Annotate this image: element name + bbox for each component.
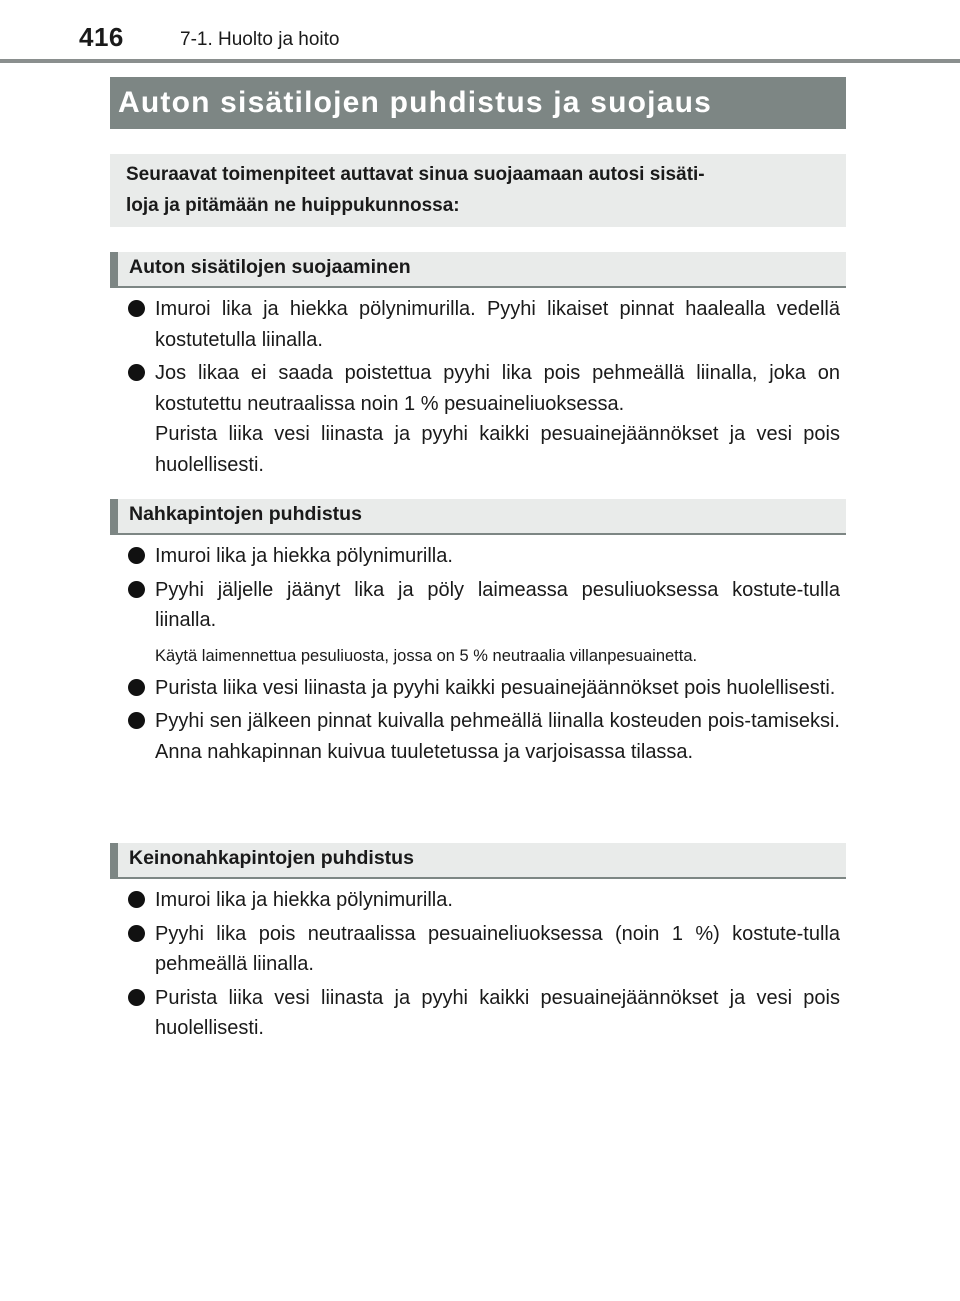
- page-number: 416: [79, 22, 124, 52]
- bullet-icon: [128, 547, 145, 564]
- list-item-text: Purista liika vesi liinasta ja pyyhi kaikki pesuainejäännökset pois huolellisesti.: [155, 676, 836, 699]
- page-title: Auton sisätilojen puhdistus ja suojaus: [110, 77, 846, 129]
- list-item-text: Pyyhi jäljelle jäänyt lika ja pöly laimeassa pesuliuoksessa kostute-tulla liinalla.: [155, 578, 840, 631]
- list-item: [128, 673, 840, 704]
- bullet-icon: [128, 712, 145, 729]
- intro-line: loja ja pitämään ne huippukunnossa:: [126, 195, 460, 216]
- header-rule: [0, 59, 960, 63]
- list-item: [128, 541, 840, 572]
- bullet-icon: [128, 364, 145, 381]
- section-heading-leather-cleaning: Nahkapintojen puhdistus: [110, 499, 846, 535]
- list-item-text: Pyyhi sen jälkeen pinnat kuivalla pehmeällä liinalla kosteuden pois-tamiseksi. Anna nahkapinnan kuivua tuuletetussa ja varjoisassa tilassa.: [155, 710, 840, 763]
- bullet-icon: [128, 925, 145, 942]
- section-heading-synthetic-leather-cleaning: Keinonahkapintojen puhdistus: [110, 843, 846, 879]
- list-item: [128, 983, 840, 1044]
- list-item-text: Purista liika vesi liinasta ja pyyhi kaikki pesuainejäännökset ja vesi pois huolellisesti.: [155, 986, 840, 1039]
- list-item: [128, 575, 840, 636]
- list-item: [128, 358, 840, 480]
- bullet-icon: [128, 679, 145, 696]
- section-body-interior-protection: [128, 294, 840, 483]
- intro-line: Seuraavat toimenpiteet auttavat sinua suojaamaan autosi sisäti-: [126, 164, 705, 185]
- list-item-text: Imuroi lika ja hiekka pölynimurilla. Pyyhi likaiset pinnat haalealla vedellä kostutetulla liinalla.: [155, 298, 840, 351]
- intro-box: [110, 154, 846, 227]
- list-item: [128, 885, 840, 916]
- page-header: [0, 0, 960, 62]
- list-item-continuation: Purista liika vesi liinasta ja pyyhi kaikki pesuainejäännökset ja vesi pois huolellisesti.: [155, 423, 840, 476]
- bullet-icon: [128, 989, 145, 1006]
- section-body-leather-cleaning: [128, 541, 840, 770]
- list-item: [128, 706, 840, 767]
- bullet-icon: [128, 891, 145, 908]
- section-reference: 7-1. Huolto ja hoito: [180, 29, 340, 50]
- section-heading-interior-protection: Auton sisätilojen suojaaminen: [110, 252, 846, 288]
- bullet-icon: [128, 300, 145, 317]
- list-item-text: Imuroi lika ja hiekka pölynimurilla.: [155, 889, 453, 911]
- list-item-text: Jos likaa ei saada poistettua pyyhi lika pois pehmeällä liinalla, joka on kostutettu neutraalissa noin 1 % pesuaineliuoksessa.: [155, 362, 840, 415]
- list-item-text: Imuroi lika ja hiekka pölynimurilla.: [155, 545, 453, 567]
- bullet-icon: [128, 581, 145, 598]
- list-item: [128, 294, 840, 355]
- list-item-text: Pyyhi lika pois neutraalissa pesuaineliuoksessa (noin 1 %) kostute-tulla pehmeällä liinalla.: [155, 922, 840, 975]
- list-item: [128, 919, 840, 980]
- note-text: Käytä laimennettua pesuliuosta, jossa on 5 % neutraalia villanpesuainetta.: [155, 646, 698, 665]
- section-body-synthetic-leather-cleaning: [128, 885, 840, 1047]
